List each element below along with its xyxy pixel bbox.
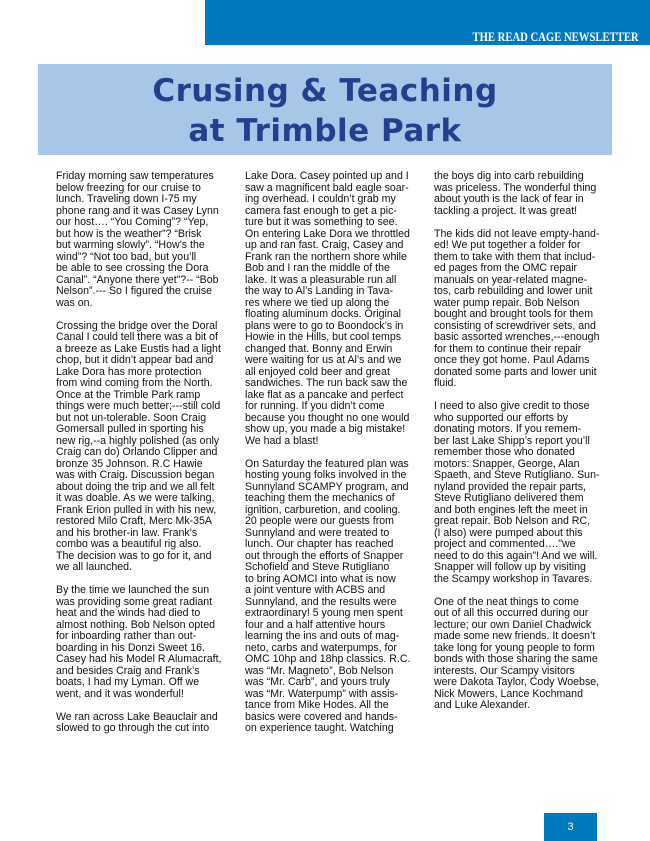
newsletter-header-bar xyxy=(205,0,650,45)
article-column-3 xyxy=(434,171,612,723)
newsletter-name: THE READ CAGE NEWSLETTER xyxy=(472,29,639,44)
paragraph: Friday morning saw temperatures below freezing for our cruise to lunch. Traveling down I-75 my phone rang and it was Casey Lynn our host…. “You Coming”? “Yep, but how is the weather”? “Brisk but warming slowly”. “How’s the wind”? “Not too bad, but you’ll be able to see crossing the Dora Canal”. “Anyone there yet”?-- “Bob Nelson”.--- So I figured the cruise was on. xyxy=(56,170,219,309)
article-column-2 xyxy=(245,171,423,746)
page-number-badge xyxy=(544,813,597,841)
article-title-line-2: at Trimble Park xyxy=(188,113,462,149)
paragraph: the boys dig into carb rebuilding was priceless. The wonderful thing about youth is the lack of fear in tackling a project. It was great! xyxy=(434,170,597,217)
page-number: 3 xyxy=(567,821,574,833)
paragraph: The kids did not leave empty-hand- ed! We put together a folder for them to take with them that includ- ed pages from the OMC repair manuals on year-related magne- tos, carb rebuilding and lower unit water pump repair. Bob Nelson bought and brought tools for them consisting of screwdriver sets, and basic assorted wrenches,---enough for them to continue their repair once they got home. Paul Adams donated some parts and lower unit fluid. xyxy=(434,227,600,389)
article-title-line-1: Crusing & Teaching xyxy=(152,73,498,109)
paragraph: We ran across Lake Beauclair and slowed to go through the cut into xyxy=(56,710,218,734)
paragraph: On Saturday the featured plan was hosting young folks involved in the Sunnyland SCAMPY program, and teaching them the mechanics of ignition, carburetion, and cooling. 20 people were our guests from Sunnyland and were treated to lunch. Our chapter has reached out through the efforts of Snapper Schofield and Steve Rutigliano to bring AOMCI into what is now a joint venture with ACBS and Sunnyland, and the results were extraordinary! 5 young men spent four and a half attentive hours learning the ins and outs of mag- neto, carbs and waterpumps, for OMC 10hp and 18hp classics. R.C. was “Mr. Magneto”, Bob Nelson was “Mr. Carb”, and yours truly was “Mr. Waterpump” with assis- tance from Mike Hodes. All the basics were covered and hands- on experience taught. Watching xyxy=(245,457,411,734)
paragraph: Lake Dora. Casey pointed up and I saw a magnificent bald eagle soar- ing overhead. I couldn’t grab my camera fast enough to get a pic- ture but it was something to see. On entering Lake Dora we throttled up and ran fast. Craig, Casey and Frank ran the northern shore while Bob and I ran the middle of the lake. It was a pleasurable run all the way to Al’s Landing in Tava- res where we tied up along the floating aluminum docks. Original plans were to go to Boondock’s in Howie in the Hills, but cool temps changed that. Bonny and Erwin were waiting for us at Al’s and we all enjoyed cold beer and great sandwiches. The run back saw the lake flat as a pancake and perfect for running. If you didn’t come because you thought no one would show up, you made a big mistake! We had a blast! xyxy=(245,170,410,447)
paragraph: Crossing the bridge over the Doral Canal I could tell there was a bit of a breeze as Lake Eustis had a light chop, but it didn’t appear bad and Lake Dora has more protection from wind coming from the North. Once at the Trimble Park ramp things were much better;---still cold but not un-tolerable. Soon Craig Gomersall pulled in sporting his new rig,--a highly polished (as only Craig can do) Orlando Clipper and bronze 35 Johnson. R.C Hawie was with Craig. Discussion began about doing the trip and we all felt it was doable. As we were talking, Frank Erion pulled in with his new, restored Milo Craft, Merc Mk-35A and his brother-in law. Frank’s combo was a beautiful rig also. The decision was to go for it, and we all launched. xyxy=(56,319,221,573)
paragraph: By the time we launched the sun was providing some great radiant heat and the winds had died to almost nothing. Bob Nelson opted for inboarding rather than out- boarding in his Donzi Sweet 16. Casey had his Model R Alumacraft, and besides Craig and Frank’s boats, I had my Lyman. Off we went, and it was wonderful! xyxy=(56,584,222,700)
paragraph: I need to also give credit to those who supported our efforts by donating motors. If you remem- ber last Lake Shipp’s report you’ll remember those who donated motors: Snapper, George, Alan Spaeth, and Steve Rutigliano. Sun- nyland provided the repair parts, Steve Rutigliano delivered them and both engines left the meet in great repair. Bob Nelson and RC, (I also) were pumped about this project and commented…."we need to do this again"! And we will. Snapper will follow up by visiting the Scampy workshop in Tavares. xyxy=(434,400,600,585)
paragraph: One of the neat things to come out of all this occurred during our lecture; our own Daniel Chadwick made some new friends. It doesn’t take long for young people to form bonds with those sharing the same interests. Our Scampy visitors were Dakota Taylor, Cody Woebse, Nick Mowers, Lance Kochmand and Luke Alexander. xyxy=(434,595,600,711)
article-title-box xyxy=(38,64,612,155)
article-column-1 xyxy=(56,171,234,746)
article-body xyxy=(56,171,616,791)
